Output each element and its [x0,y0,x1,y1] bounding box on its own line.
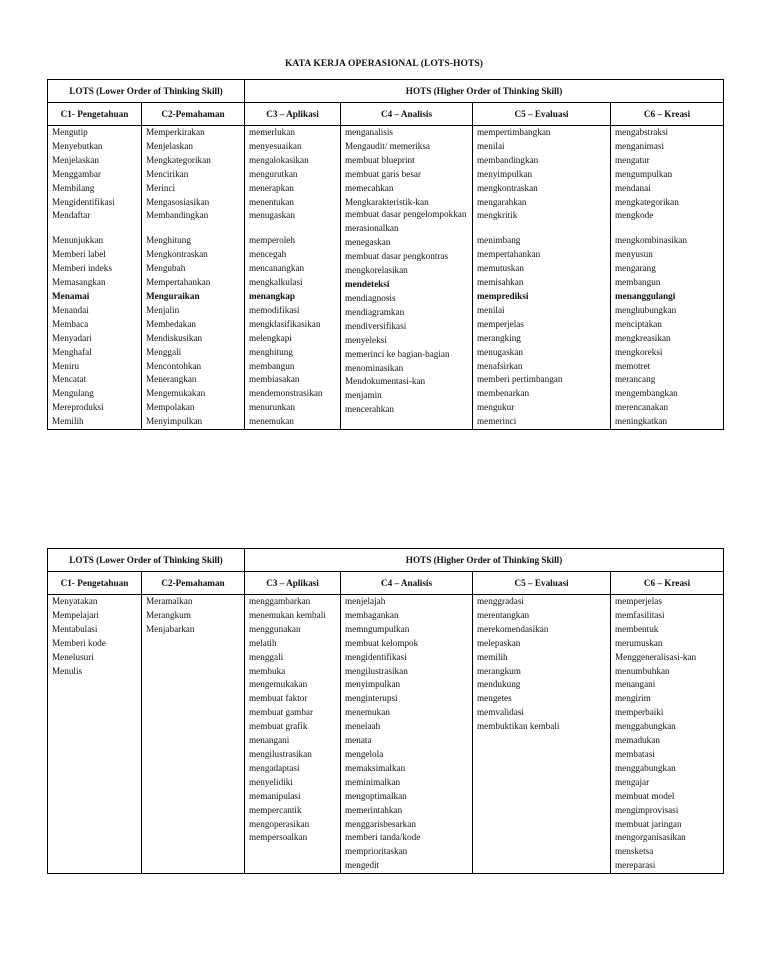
verb-item: membuat kelompok [345,637,419,648]
verb-item [249,223,340,234]
kko-table-2 [47,548,724,874]
verb-item: Mengkategorikan [146,154,211,165]
verb-item: menangani [615,679,656,690]
col-header-c4: C4 – Analisis [341,572,473,595]
verb-item: memilih [477,651,508,662]
verb-item: memberi pertimbangan [477,374,563,385]
verb-item: mempercantik [249,804,302,815]
verb-item: Mempelajari [52,609,99,620]
verbs-c1 [48,126,142,430]
verb-item: Menandai [52,304,89,315]
verb-item: menugaskan [249,210,295,221]
verbs-c3 [245,126,341,430]
verb-item: menggradasi [477,596,524,606]
verb-item: mereparasi [615,860,656,871]
verb-item: memecahkan [345,182,394,193]
verb-item: Mengubah [146,263,186,274]
verb-item: memperjelas [615,596,662,606]
verb-item: mencanangkan [249,263,305,274]
page-title: KATA KERJA OPERASIONAL (LOTS-HOTS) [284,59,484,69]
verb-item: Memberi indeks [52,263,112,274]
verb-item: menumbuhkan [615,665,670,676]
verb-item: meningkatkan [615,416,668,427]
verb-item: mencerahkan [345,404,394,415]
verb-item: Mengasosiasikan [146,196,210,207]
verb-item: membangun [249,360,295,371]
verb-item: menyeleksi [345,334,387,345]
verb-item: Memberi kode [52,637,106,648]
col-header-c6: C6 – Kreasi [611,572,724,595]
verb-item: merangking [477,332,521,343]
verb-item: mendanai [615,182,651,193]
hots-header: HOTS (Higher Order of Thinking Skill) [245,80,724,103]
verbs-c4 [341,126,473,430]
verb-item: memaksimalkan [345,762,406,773]
verb-item [477,223,610,234]
verb-item: menurunkan [249,402,295,413]
verb-item [615,223,723,234]
verb-row [48,595,724,874]
verb-item: Mengulang [52,388,94,399]
verb-item: mengoperasikan [249,818,310,829]
verb-item: menata [345,735,372,746]
verb-item: Menghafal [52,346,92,357]
verb-item: mengarang [615,263,656,274]
verb-item: mengelola [345,748,384,759]
verbs-c3 [245,595,341,874]
verbs-c6 [611,595,724,874]
verb-item: mendeteksi [345,279,390,290]
verb-item: menyesuaikan [249,140,302,151]
verb-item: Memilih [52,416,84,427]
verb-item: menentukan [249,196,294,207]
verb-item: Menjelaskan [146,140,193,151]
verb-item: mendiagnosis [345,292,396,303]
verb-item: Menjelaskan [52,154,99,165]
col-header-c5: C5 – Evaluasi [473,103,611,126]
verb-item: merumuskan [615,637,663,648]
verb-item: membentuk [615,623,659,634]
verb-item: mengajar [615,776,650,787]
verb-item: Menyebutkan [52,140,103,151]
verb-item: Mengkarakteristik-kan [345,196,429,207]
verb-item: memutuskan [477,263,524,274]
verb-item: Mempolakan [146,402,195,413]
verb-item: menimbang [477,235,521,246]
verb-item: membuat jaringan [615,818,682,829]
verb-item: memvalidasi [477,707,524,718]
verb-item [52,223,141,234]
verb-item: membuat grafik [249,721,308,732]
verb-item: mendiversifikasi [345,320,407,331]
verb-item: Memberi label [52,249,106,260]
verb-item: menemukan kembali [249,609,326,620]
verb-item: mensketsa [615,846,654,857]
verb-item: Mempertahankan [146,277,211,288]
verb-item: menjelajah [345,596,386,606]
verb-item: Menyatakan [52,596,98,606]
verb-item: menyelidiki [249,776,293,787]
verb-item: membuat gambar [249,707,314,718]
verb-item: Merinci [146,182,176,193]
col-header-c3: C3 – Aplikasi [245,572,341,595]
verb-item: menggambarkan [249,596,311,606]
verb-item: Menunjukkan [52,235,104,246]
verb-item: Mendokumentasi-kan [345,376,426,387]
verb-item: menegaskan [345,237,391,248]
verb-item: Menamai [52,290,90,301]
verb-item: Mengaudit/ memeriksa [345,140,430,151]
col-header-c2: C2-Pemahaman [142,572,245,595]
verb-item: mengkombinasikan [615,235,687,246]
verb-item: Merangkum [146,609,191,620]
verb-item: mengabstraksi [615,127,669,137]
verb-item: mengukur [477,402,515,413]
verb-item: memperjelas [477,318,524,329]
verb-item: mengadaptasi [249,762,300,773]
verbs-c6 [611,126,724,430]
verb-item: mengemukakan [249,679,308,690]
verb-item: menangani [249,735,290,746]
verb-item: Meramalkan [146,596,193,606]
verb-item: mempertahankan [477,249,541,260]
verb-item: Memperkirakan [146,127,205,137]
verb-item: menggunakan [249,623,301,634]
verb-item: merasionalkan [345,223,399,234]
verb-item: mengkreasikan [615,332,671,343]
verb-item: menghitung [249,346,293,357]
verb-item: Menggambar [52,168,101,179]
verbs-c5 [473,126,611,430]
verb-item: menganalisis [345,127,393,137]
verb-item: menyimpulkan [477,168,533,179]
verb-item: mengirim [615,693,651,704]
verb-item: mengimprovisasi [615,804,679,815]
verb-item: menafsirkan [477,360,523,371]
verb-item: Mengemukakan [146,388,206,399]
verb-item: melengkapi [249,332,292,343]
verb-item: Mentabulasi [52,623,98,634]
verb-item: menggabungkan [615,721,676,732]
verb-item: membuat model [615,790,675,801]
verb-item: membuat garis besar [345,168,422,179]
verb-item: Menggali [146,346,182,357]
verb-item: membiasakan [249,374,300,385]
verb-item: mendiagramkan [345,306,405,317]
verb-item: Mencontohkan [146,360,202,371]
verb-item: merentangkan [477,609,530,620]
verb-item: memberi tanda/kode [345,832,421,843]
verb-item: Membilang [52,182,95,193]
verb-item: mendukung [477,679,521,690]
verb-item: mengklasifikasikan [249,318,321,329]
verb-item: menghubungkan [615,304,677,315]
col-header-c4: C4 – Analisis [341,103,473,126]
verb-item: Mereproduksi [52,402,104,413]
col-header-c5: C5 – Evaluasi [473,572,611,595]
lots-header: LOTS (Lower Order of Thinking Skill) [48,80,245,103]
verb-item: memperbaiki [615,707,664,718]
verb-item: Mendaftar [52,210,91,221]
verb-item: menemukan [345,707,390,718]
verb-item: Menyadari [52,332,92,343]
verb-item: membagankan [345,609,399,620]
col-header-c3: C3 – Aplikasi [245,103,341,126]
verb-item: memerinci ke bagian-bagian [345,348,450,359]
verb-item: memanipulasi [249,790,301,801]
verb-item: menugaskan [477,346,523,357]
verbs-c2 [142,126,245,430]
verb-item: menominasikan [345,362,404,373]
verb-item: mengarahkan [477,196,527,207]
verb-item: membuat faktor [249,693,308,704]
verb-item: mengorganisasikan [615,832,686,843]
verb-item: menemukan [249,416,294,427]
verb-item: mengkorelasikan [345,265,408,276]
verb-item: menciptakan [615,318,662,329]
verb-item: membangun [615,277,661,288]
verb-item: mengatur [615,154,650,165]
verb-item: Memasangkan [52,277,106,288]
verb-item: memodifikasi [249,304,300,315]
verb-item: menyimpulkan [345,679,401,690]
verb-item: memadukan [615,735,660,746]
verb-item: mencegah [249,249,287,260]
verb-item: membuka [249,665,286,676]
verb-item: menginterupsi [345,693,398,704]
verb-item: mengetes [477,693,512,704]
verb-item: Menghitung [146,235,191,246]
verb-item: mengedit [345,860,380,871]
verb-item: mengembangkan [615,388,678,399]
verb-item: Menggeneralisasi-kan [615,651,697,662]
verb-item: Meniru [52,360,80,371]
verb-item: memfasilitasi [615,609,665,620]
verb-item: mengalokasikan [249,154,309,165]
verb-item: mengumpulkan [615,168,673,179]
verb-item: Membandingkan [146,210,209,221]
verb-item: memerinci [477,416,517,427]
verb-item: merangkum [477,665,521,676]
verb-item: membenarkan [477,388,530,399]
verb-item: mengkontraskan [477,182,538,193]
verb-item: Menguraikan [146,290,200,301]
verb-item: Menelusuri [52,651,94,662]
kko-table-1 [47,79,724,430]
verb-item: menanggulangi [615,290,676,301]
verb-item: memngumpulkan [345,623,410,634]
verb-item: mengkritik [477,210,518,221]
verb-item: merancang [615,374,656,385]
verb-item: Mencirikan [146,168,189,179]
verb-item: mengurutkan [249,168,298,179]
verb-item: menangkap [249,290,295,301]
verb-item: Menyimpulkan [146,416,203,427]
col-header-c6: C6 – Kreasi [611,103,724,126]
verb-item: Menerangkan [146,374,197,385]
verbs-c2 [142,595,245,874]
verb-item: membuat blueprint [345,154,415,165]
verb-item: Menjabarkan [146,623,195,634]
verb-item: memperoleh [249,235,295,246]
verb-item: mengkoreksi [615,346,663,357]
verb-item: Mencatat [52,374,87,385]
verb-item: Mendiskusikan [146,332,203,343]
verb-item: mengkode [615,210,654,221]
verb-item: mengoptimalkan [345,790,407,801]
verb-item: menggarisbesarkan [345,818,416,829]
hots-header: HOTS (Higher Order of Thinking Skill) [245,549,724,572]
verb-item: Menulis [52,665,83,676]
verb-item: membuktikan kembali [477,721,560,732]
verb-item: mempersoalkan [249,832,308,843]
verb-item: menggali [249,651,284,662]
verb-item: mengkalkulasi [249,277,303,288]
verb-item: memerlukan [249,127,295,137]
verb-item: Menjalin [146,304,180,315]
verb-item: Membedakan [146,318,197,329]
verb-item: menggabungkan [615,762,676,773]
verb-item: memprediksi [477,290,529,301]
verb-item: memerintahkan [345,804,403,815]
verb-item: memprioritaskan [345,846,408,857]
verb-item: memotret [615,360,651,371]
verb-item: Mengidentifikasi [52,196,115,207]
verb-item: merekomendasikan [477,623,549,634]
verb-item: menjamin [345,390,382,401]
verb-item: membandingkan [477,154,539,165]
col-header-c1: C1- Pengetahuan [48,572,142,595]
verb-item: membatasi [615,748,655,759]
lots-header: LOTS (Lower Order of Thinking Skill) [48,549,245,572]
verb-item: menyusun [615,249,653,260]
col-header-c2: C2-Pemahaman [142,103,245,126]
verb-item: menilai [477,140,505,151]
verb-item: menilai [477,304,505,315]
verb-item: memisahkan [477,277,524,288]
verb-item: melatih [249,637,277,648]
verbs-c5 [473,595,611,874]
verb-item: mendemonstrasikan [249,388,323,399]
verb-item: merencanakan [615,402,669,413]
verb-item: mengilustrasikan [345,665,408,676]
verb-item: membuat dasar pengkontras [345,251,449,262]
verb-item: mempertimbangkan [477,127,551,137]
verbs-c1 [48,595,142,874]
verb-item: membuat dasar pengelompokkan [345,209,467,220]
verb-item: menelaah [345,721,381,732]
verb-item: mengkategorikan [615,196,679,207]
verb-item: menganimasi [615,140,665,151]
verb-row [48,126,724,430]
verbs-c4 [341,595,473,874]
verb-item [146,223,244,234]
verb-item: meminimalkan [345,776,401,787]
col-header-c1: C1- Pengetahuan [48,103,142,126]
verb-item: mengidentifikasi [345,651,407,662]
verb-item: menerapkan [249,182,294,193]
verb-item: Mengutip [52,127,88,137]
verb-item: Mengkontraskan [146,249,208,260]
verb-item: melepaskan [477,637,521,648]
verb-item: Membaca [52,318,89,329]
verb-item: mengilustrasikan [249,748,312,759]
